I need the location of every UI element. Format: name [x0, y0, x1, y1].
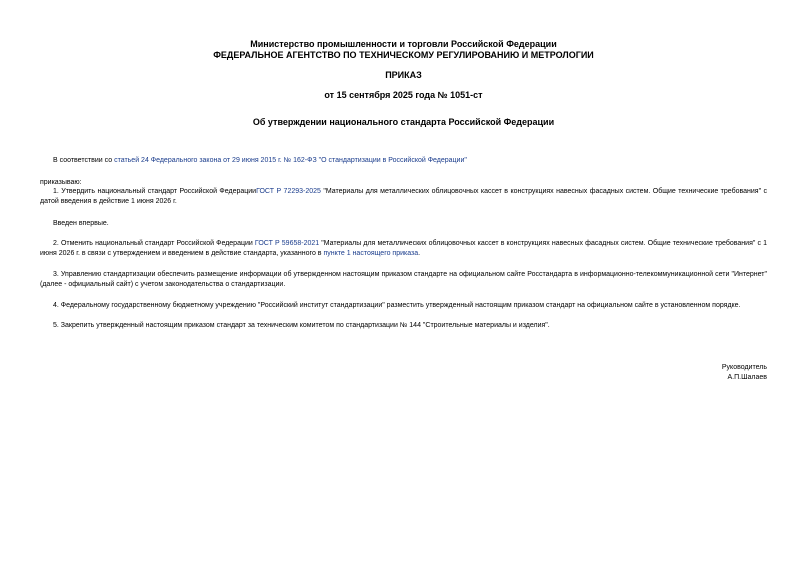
signatory-title: Руководитель: [721, 364, 767, 371]
order-item-5: 5. Закрепить утвержденный настоящим приказом стандарт за техническим комитетом по стандартизации № 144 "Строительные материалы и изделия".: [53, 322, 550, 329]
gost-59658-link[interactable]: ГОСТ Р 59658-2021: [254, 240, 320, 247]
preamble: [40, 156, 767, 166]
item-2-lead: 2. Отменить национальный стандарт Российской Федерации: [53, 240, 255, 247]
order-item-1-link[interactable]: пункте 1 настоящего приказа: [323, 250, 419, 257]
item-2-tail: .: [418, 250, 421, 257]
signatory-name: А.П.Шалаев: [727, 374, 767, 381]
item-2-middle: "Материалы для металлических облицовочных кассет в конструкциях навесных фасадных систем. Общие технические требования" с 1 июня 2026 г. в связи с утверждением и введением в действие стандарта, указанного в: [40, 240, 767, 257]
item-1-tail: "Материалы для металлических облицовочных кассет в конструкциях навесных фасадных систем. Общие технические требования" с датой введения в действие 1 июня 2026 г.: [40, 188, 768, 205]
ministry-heading: Министерство промышленности и торговли Российской Федерации: [250, 39, 557, 49]
order-word: приказываю:: [40, 179, 82, 186]
document-subject: Об утверждении национального стандарта Российской Федерации: [252, 117, 555, 127]
introduced-first-note: Введен впервые.: [53, 220, 109, 227]
gost-72293-link[interactable]: ГОСТ Р 72293-2025: [256, 188, 321, 195]
document-date-number: от 15 сентября 2025 года № 1051-ст: [324, 90, 483, 100]
law-article-link[interactable]: статьей 24 Федерального закона от 29 июня 2015 г. № 162-ФЗ "О стандартизации в Российской Федерации": [114, 157, 467, 164]
order-item-2: [40, 239, 767, 259]
agency-heading: ФЕДЕРАЛЬНОЕ АГЕНТСТВО ПО ТЕХНИЧЕСКОМУ РЕГУЛИРОВАНИЮ И МЕТРОЛОГИИ: [213, 50, 594, 60]
item-1-lead: 1. Утвердить национальный стандарт Российской Федерации: [53, 188, 257, 195]
order-item-4: 4. Федеральному государственному бюджетному учреждению "Российский институт стандартизации" разместить утвержденный настоящим приказом стандарт на официальном сайте в установленном порядке.: [53, 302, 741, 309]
order-item-1: [40, 187, 767, 207]
preamble-text: В соответствии со: [53, 157, 115, 164]
order-item-3: 3. Управлению стандартизации обеспечить размещение информации об утвержденном настоящим приказом стандарте на официальном сайте Росстандарта в информационно-телекоммуникационной сети "Интернет" (далее - официальный сайт) с учетом законодательства о стандартизации.: [40, 271, 767, 288]
document-type: ПРИКАЗ: [385, 70, 422, 80]
